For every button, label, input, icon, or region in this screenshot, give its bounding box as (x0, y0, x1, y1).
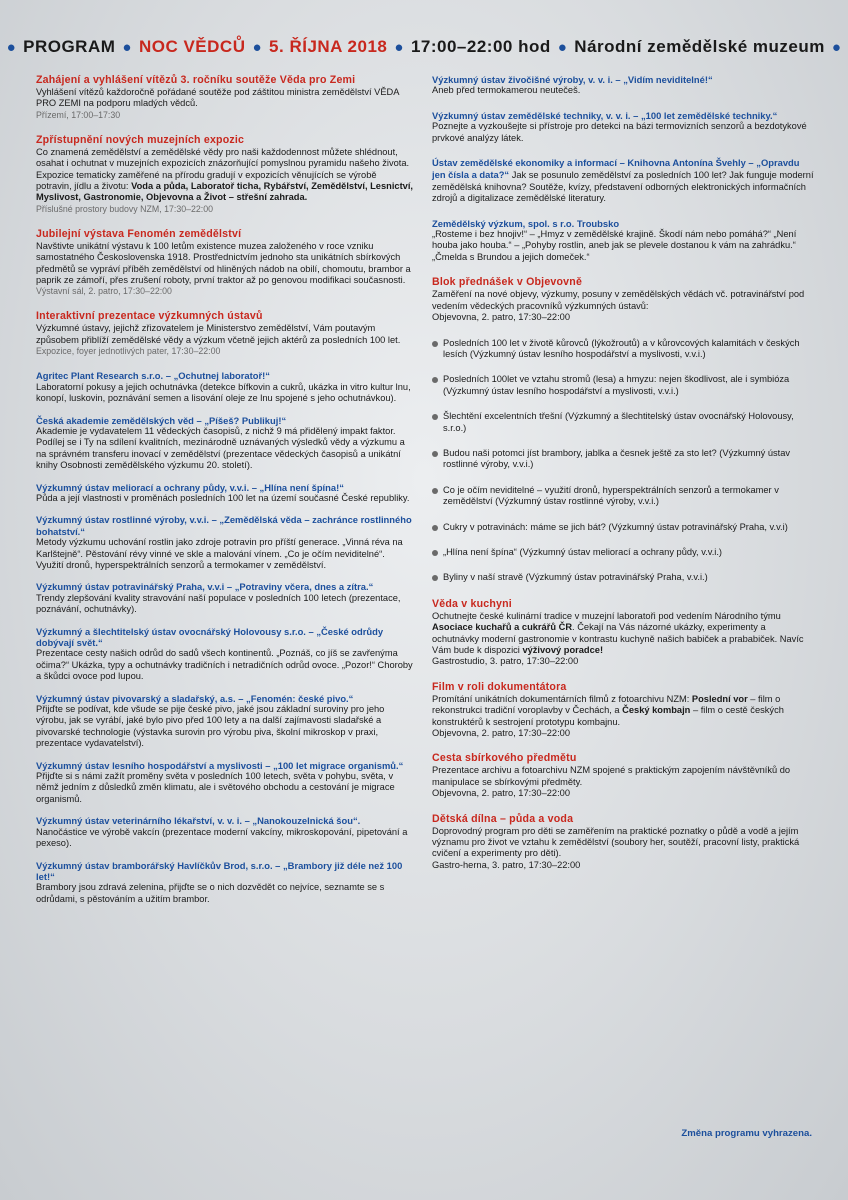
section-crop (36, 514, 414, 571)
org-name: Výzkumný ústav potravinářský Praha, v.v.i – (36, 581, 235, 593)
lecture-item (432, 448, 814, 471)
bullet-icon (432, 550, 438, 556)
bullet-dot-icon: ● (831, 38, 842, 56)
text-part: – film o cestě českých konstruktérů k sestrojení prototypu kombajnu. (432, 705, 784, 727)
bullet-dot-icon: ● (6, 38, 17, 56)
text-bold: výživový poradce! (522, 645, 604, 655)
section-meta: Objevovna, 2. patro, 17:30–22:00 (432, 728, 571, 739)
text-part: . Čekají na Vás názorné ukázky, experimenty a ochutnávky moderní gastronomie v kontrastu kuchyně našich babiček a prababiček. Navíc Vám bude k dispozici (432, 622, 804, 655)
section-title: Interaktivní prezentace výzkumných ústavů (36, 310, 263, 323)
org-name: Výzkumný ústav bramborářský Havlíčkův Brod, s.r.o. – (36, 859, 283, 871)
bullet-dot-icon: ● (394, 38, 404, 56)
section-title: Film v roli dokumentátora (432, 680, 567, 693)
section-opening (36, 74, 414, 121)
section-text: Laboratorní pokusy a jejich ochutnávka (detekce bífkovin a cukrů, ukázka in vitro kultur lnu, konopí, luskovin, poznávání semen a lisování oleje ze lnu spojené s jeho ochutnávkou). (36, 381, 411, 404)
section-text: Trendy zlepšování kvality stravování naší populace v posledních 100 letech (prezentace, poznávání, ochutnávky). (36, 592, 401, 615)
section-title: Blok přednášek v Objevovně (432, 276, 583, 289)
header-time: 17:00–22:00 hod (410, 37, 551, 56)
section-institutes (36, 310, 414, 357)
section-collection (432, 752, 814, 799)
section-text: Přijďte se podívat, kde všude se pije české pivo, jaké jsou základní suroviny pro jeho výrobu, jak se vyrábí, jaké bylo pivo před 100 lety a na další zajímavosti sladařské a pivovarské technologie (výstavka surovin pro výrobu piva, školní mikroskop v praxi, prezentace vydavatelství). (36, 704, 385, 749)
section-fruit (36, 626, 414, 683)
text-part: Co znamená zemědělství a zemědělské vědy pro naši každodennost můžete shlédnout, osahat i ochutnat v muzejních expozicích znázorňující pomyslnou pyramidu našeho života. Expozice tematicky zaměřené na přírodu gradují v expozicích věnujících se výrobě potravin, jídlu a životu: (36, 146, 410, 192)
section-title (36, 482, 414, 493)
section-library (432, 157, 814, 205)
org-quote: „Nanokouzelnická šou“. (252, 815, 361, 827)
text-part: Promítání unikátních dokumentárních filmů z fotoarchivu NZM: (432, 693, 692, 704)
section-food (36, 581, 414, 615)
bullet-icon (432, 488, 438, 494)
section-forest (36, 760, 414, 806)
section-title (36, 581, 414, 592)
section-text: Brambory jsou zdravá zelenina, přijďte se o nich dozvědět co nejvíce, seznamte se s odrůdami, s pěstováním a užitím brambor. (36, 882, 385, 904)
org-quote: „Ochutnej laboratoř!“ (173, 370, 270, 382)
section-text: Zaměření na nové objevy, výzkumy, posuny v zemědělských vědách vč. potravinářství pod vedením vědeckých pracovníků výzkumných ústavů: (432, 289, 805, 311)
section-text: Výzkumné ústavy, jejichž zřizovatelem je Ministerstvo zemědělství, Vám poutavým způsobem přiblíží zemědělské vědy a výzkum včetně jejich aktérů za posledních 100 let. (36, 323, 401, 345)
bullet-icon (432, 451, 438, 457)
section-title (36, 860, 414, 883)
section-text (432, 611, 814, 657)
org-quote: „Brambory již déle než 100 let!“ (36, 859, 403, 882)
org-quote: „Píšeš? Publikuj!“ (204, 414, 287, 426)
section-vet (36, 815, 414, 849)
section-title: Dětská dílna – půda a voda (432, 812, 574, 825)
section-kitchen (432, 598, 814, 668)
text-bold: Český kombajn (622, 705, 691, 716)
section-meta: Výstavní sál, 2. patro, 17:30–22:00 (36, 286, 172, 297)
section-meta: Přízemí, 17:00–17:30 (36, 109, 121, 120)
lecture-text: Co je očím neviditelné – využití dronů, hyperspektrálních senzorů a termokamer v zemědělství (Výzkumný ústav rostlinné výroby, v.v.i.) (443, 484, 779, 507)
section-meta: Objevovna, 2. patro, 17:30–22:00 (432, 788, 571, 799)
section-kids (432, 813, 814, 872)
section-troubsko (432, 218, 814, 264)
lecture-text: Posledních 100 let v životě kůrovců (lýkožroutů) a v kůrovcových kalamitách v českých lesích (Výzkumný ústav lesního hospodářství a myslivosti, v.v.i.) (443, 337, 800, 359)
org-quote: „Fenomén: české pivo.“ (246, 692, 354, 704)
org-name: Výzkumný ústav veterinárního lékařství, v. v. i. – (36, 815, 253, 827)
section-title (432, 110, 814, 121)
section-agritec (36, 370, 414, 404)
section-meta: Objevovna, 2. patro, 17:30–22:00 (432, 312, 571, 323)
section-text: Půda a její vlastnosti v proměnách posledních 100 let na území současné České republiky. (36, 492, 410, 503)
section-academy (36, 415, 414, 472)
lecture-text: „Hlína není špína“ (Výzkumný ústav meliorací a ochrany půdy, v.v.i.) (443, 546, 723, 557)
section-technique (432, 110, 814, 144)
section-text: Prezentace cesty našich odrůd do sadů všech kontinentů. „Poznáš, co jíš se zavřenýma očima?“ Ukázka, typy a ochutnávky tradičních i netradičních odrůd ovoce. „Pozor!“ Choroby a škůdci ovoce pod lupou. (36, 648, 413, 682)
section-potato (36, 860, 414, 906)
section-lectures (432, 276, 814, 584)
header-event: NOC VĚDCŮ (138, 37, 246, 56)
text-part: – film o rekonstrukci tradiční voroplavby v Čechách, a (432, 693, 781, 716)
org-name: Výzkumný ústav meliorací a ochrany půdy, v.v.i. – (36, 481, 260, 493)
lecture-item (432, 411, 814, 434)
bullet-icon (432, 341, 438, 347)
section-title: Zemědělský výzkum, spol. s r.o. Troubsko (432, 217, 620, 229)
lecture-text: Posledních 100let ve vztahu stromů (lesa) a hmyzu: nejen škodlivost, ale i symbióza (Výzkumný ústav lesního hospodářství a myslivosti, v.v.i.) (443, 374, 790, 396)
lecture-text: Cukry v potravinách: máme se jich bát? (Výzkumný ústav potravinářský Praha, v.v.i) (443, 521, 788, 532)
lecture-text: Byliny v naší stravě (Výzkumný ústav potravinářský Praha, v.v.i.) (443, 572, 708, 583)
header-program: PROGRAM (23, 37, 116, 56)
section-title (432, 74, 814, 85)
section-text: Metody výzkumu uchování rostlin jako zdroje potravin pro příští generace. „Vinná réva na Karlštejně“. Pěstování révy vinné ve skle a malování vínem. „Co je očím neviditelné“. Využití dronů, hyperspektrálních senzorů a termokamer v zemědělství. (36, 537, 403, 570)
lecture-item (432, 374, 814, 397)
bullet-dot-icon: ● (122, 38, 132, 56)
org-quote: „100 let migrace organismů.“ (273, 759, 404, 771)
org-quote: „Opravdu jen čísla a data?“ (432, 157, 800, 181)
bullet-dot-icon: ● (252, 38, 263, 56)
lecture-item (432, 547, 814, 558)
bullet-icon (432, 414, 438, 420)
section-meta: Gastro-herna, 3. patro, 17:30–22:00 (432, 859, 581, 870)
section-meta: Expozice, foyer jednotlivých pater, 17:30–22:00 (36, 346, 221, 357)
section-text: Prezentace archivu a fotoarchivu NZM spojené s praktickým zapojením návštěvníků do manipulace se sbírkovými předměty. (432, 765, 791, 787)
lecture-text: Budou naši potomci jíst brambory, jablka a česnek ještě za sto let? (Výzkumný ústav rostlinné výroby, v.v.i.) (443, 447, 791, 470)
org-name: Agritec Plant Research s.r.o. – (36, 370, 174, 382)
section-animal (432, 74, 814, 97)
org-name: Výzkumný ústav pivovarský a sladařský, a.s. – (36, 692, 247, 704)
lecture-item (432, 338, 814, 361)
org-quote: „100 let zemědělské techniky.“ (640, 109, 778, 121)
text-part: Ochutnejte české kulinární tradice v muzejní laboratoři pod vedením Národního týmu (432, 610, 781, 621)
section-text: Poznejte a vyzkoušejte si přístroje pro detekci na bázi termovizních senzorů a bezdotykové prvkové analýzy látek. (432, 121, 807, 143)
bullet-icon (432, 575, 438, 581)
section-meta: Příslušné prostory budovy NZM, 17:30–22:00 (36, 203, 214, 214)
section-meta: Gastrostudio, 3. patro, 17:30–22:00 (432, 656, 579, 667)
org-name: Česká akademie zemědělských věd – (36, 414, 205, 426)
org-quote: „Zemědělská věda – zachránce rostlinného bohatství.“ (36, 514, 412, 537)
section-title: Jubilejní výstava Fenomén zemědělství (36, 227, 242, 240)
org-quote: „České odrůdy dobývají svět.“ (36, 625, 384, 648)
text-part: Jak se posunulo zemědělství za posledních 100 let? Jak funguje moderní zemědělská knihovna? Soutěže, kvízy, představení odborných elektronických informačních zdrojů a digitalizace zemědělské literatury. (432, 170, 814, 204)
header-venue: Národní zemědělské muzeum (574, 37, 825, 56)
page-header (0, 30, 848, 64)
section-exhibition (36, 228, 414, 298)
lecture-item (432, 522, 814, 533)
section-title: Zahájení a vyhlášení vítězů 3. ročníku soutěže Věda pro Zemi (36, 74, 356, 86)
left-column (36, 74, 414, 915)
section-text: Vyhlášení vítězů každoročně pořádané soutěže pod záštitou ministra zemědělství VĚDA PRO ZEMI na podporu mladých vědců. (36, 87, 399, 109)
bullet-dot-icon: ● (557, 38, 568, 56)
lecture-item (432, 485, 814, 508)
org-quote: „Potraviny včera, dnes a zítra.“ (234, 581, 374, 593)
section-title (36, 693, 414, 704)
section-text: Navštivte unikátní výstavu k 100 letům existence muzea založeného v roce vzniku samostatného Československa 1918. Prostřednictvím jednoho sta unikátních sbírkových předmětů se vypráví příběh zemědělství od hliněných nádob na obilí, chomoutu, brambor a paprik ze zámoří, přes zrušení roboty, první traktor až po genovou modifikaci současnosti. (36, 240, 411, 286)
section-text: Doprovodný program pro děti se zaměřením na praktické poznatky o půdě a vodě a jejím významu pro život ve vztahu k zemědělství (soubory her, soutěží, pracovní listy, praktická cvičení a experimenty pro děti). (432, 825, 800, 859)
org-name: Výzkumný ústav rostlinné výroby, v.v.i. – (36, 514, 220, 526)
org-name: Výzkumný ústav lesního hospodářství a myslivosti – (36, 759, 274, 771)
text-bold: Poslední vor (691, 693, 748, 704)
section-text: Akademie je vydavatelem 11 vědeckých časopisů, z nichž 9 má přidělený impakt faktor. Podílej se i Ty na sdílení kvalitních, mezinárodně uznávaných výsledků vědy a výzkumu a na správném transferu inovací v zemědělství (prezentace vědeckých časopisů a unikátní knihy Osobnosti zemědělského výzkumu 20. století). (36, 425, 405, 471)
section-text: Aneb před termokamerou neutečeš. (432, 85, 581, 96)
org-name: Ústav zemědělské ekonomiky a informací – Knihovna Antonína Švehly – (432, 157, 757, 169)
bullet-icon (432, 377, 438, 383)
section-title (36, 815, 414, 826)
section-title (36, 760, 414, 771)
program-change-note: Změna programu vyhrazena. (681, 1128, 812, 1139)
org-name: Výzkumný ústav zemědělské techniky, v. v. i. – (432, 109, 641, 121)
section-title (36, 415, 414, 426)
section-title (36, 370, 414, 381)
text-bold: Asociace kuchařů a cukrářů ČR (432, 622, 573, 633)
section-title: Zpřístupnění nových muzejních expozic (36, 133, 245, 146)
header-date: 5. ŘÍJNA 2018 (269, 37, 388, 56)
org-name: Výzkumný ústav živočišné výroby, v. v. i. – (432, 74, 624, 85)
section-text (432, 157, 814, 205)
section-title (36, 514, 414, 537)
org-quote: „Vidím neviditelné!“ (623, 74, 713, 85)
section-text: Přijďte si s námi zažít proměny světa v posledních 100 letech, světa v pohybu, světa, v němž jedním z důsledků změn klimatu, ale i světového obchodu a cestování je migrace organismů. (36, 771, 395, 804)
org-quote: „Hlína není špína!“ (259, 481, 344, 493)
right-column (432, 74, 814, 881)
section-title: Věda v kuchyni (432, 597, 512, 610)
section-title: Cesta sbírkového předmětu (432, 752, 577, 765)
lecture-item (432, 572, 814, 583)
section-title (36, 626, 414, 649)
section-text (432, 694, 814, 728)
bullet-icon (432, 525, 438, 531)
section-soil (36, 482, 414, 505)
section-text (36, 147, 414, 204)
section-text: „Rosteme i bez hnojiv!“ – „Hmyz v zemědělské krajině. Škodí nám nebo pomáhá?“ „Není houba jako houba.“ – „Pohyby rostlin, aneb jak se plevele dostanou k vám na zahrádku.“ „Čmelda s Brundou a jejich domeček.“ (432, 229, 797, 262)
lecture-text: Šlechtění excelentních třešní (Výzkumný a šlechtitelský ústav ovocnářský Holovousy, s.r.o.) (443, 411, 794, 433)
section-text: Nanočástice ve výrobě vakcín (prezentace moderní vakcíny, mikroskopování, pipetování a pexeso). (36, 826, 408, 849)
section-beer (36, 693, 414, 750)
org-name: Výzkumný a šlechtitelský ústav ovocnářský Holovousy s.r.o. – (36, 625, 317, 637)
section-film (432, 681, 814, 740)
section-expositions (36, 134, 414, 215)
text-bold: Voda a půda, Laboratoř ticha, Rybářství, Zemědělství, Lesnictví, Myslivost, Gastronomie, Objevovna a Život – střešní zahrada. (36, 181, 414, 203)
